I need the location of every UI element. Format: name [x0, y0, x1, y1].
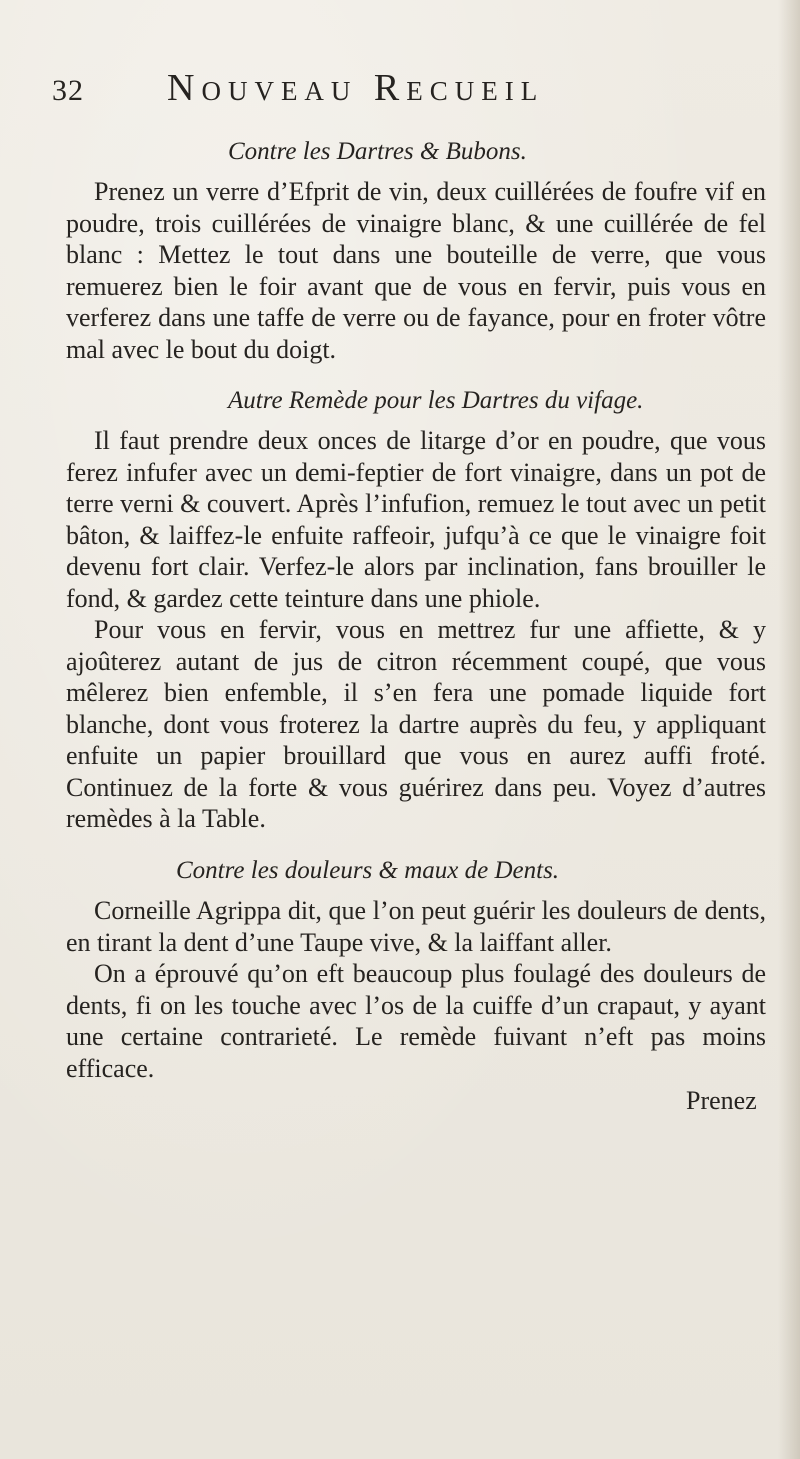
running-head	[52, 60, 752, 110]
running-title: Nouveau Recueil	[167, 67, 545, 109]
paragraph-agrippa: Corneille Agrippa dit, que l’on peut guérir les douleurs de dents, en tirant la dent d’une Taupe vive, & la laiffant aller.	[66, 896, 766, 957]
paragraph-dartres-bubons: Prenez un verre d’Efprit de vin, deux cuillérées de foufre vif en poudre, trois cuillérées de vinaigre blanc, & une cuillérée de fel blanc : Mettez le tout dans une bouteille de verre, que vous remuerez bien le foir avant que de vous en fervir, puis vous en verferez dans une taffe de verre ou de fayance, pour en froter vôtre mal avec le bout du doigt.	[66, 177, 766, 364]
catchword: Prenez	[686, 1086, 757, 1115]
section-heading-dartres-visage: Autre Remède pour les Dartres du vifage.	[228, 387, 644, 414]
paragraph-litarge-preparation: Il faut prendre deux onces de litarge d’or en poudre, que vous ferez infufer avec un demi-feptier de fort vinaigre, dans un pot de terre verni & couvert. Après l’infufion, remuez le tout avec un petit bâton, & laiffez-le enfuite raffeoir, jufqu’à ce que le vinaigre foit devenu fort clair. Verfez-le alors par inclination, fans brouiller le fond, & gardez cette teinture dans une phiole.	[66, 426, 766, 613]
paragraph-crapaut: On a éprouvé qu’on eft beaucoup plus foulagé des douleurs de dents, fi on les touche avec l’os de la cuiffe d’un crapaut, y ayant une certaine contrarieté. Le remède fuivant n’eft pas moins efficace.	[66, 959, 766, 1083]
page-number: 32	[52, 74, 84, 107]
section-heading-dartres-bubons: Contre les Dartres & Bubons.	[228, 138, 527, 165]
paragraph-pomade-usage: Pour vous en fervir, vous en mettrez fur une affiette, & y ajoûterez autant de jus de citron récemment coupé, que vous mêlerez bien enfemble, il s’en fera une pomade liquide fort blanche, dont vous froterez la dartre auprès du feu, y appliquant enfuite un papier brouillard que vous en aurez auffi froté. Continuez de la forte & vous guérirez dans peu. Voyez d’autres remèdes à la Table.	[66, 615, 766, 833]
section-heading-dents: Contre les douleurs & maux de Dents.	[176, 857, 560, 884]
page-gutter-shadow	[778, 0, 800, 1459]
